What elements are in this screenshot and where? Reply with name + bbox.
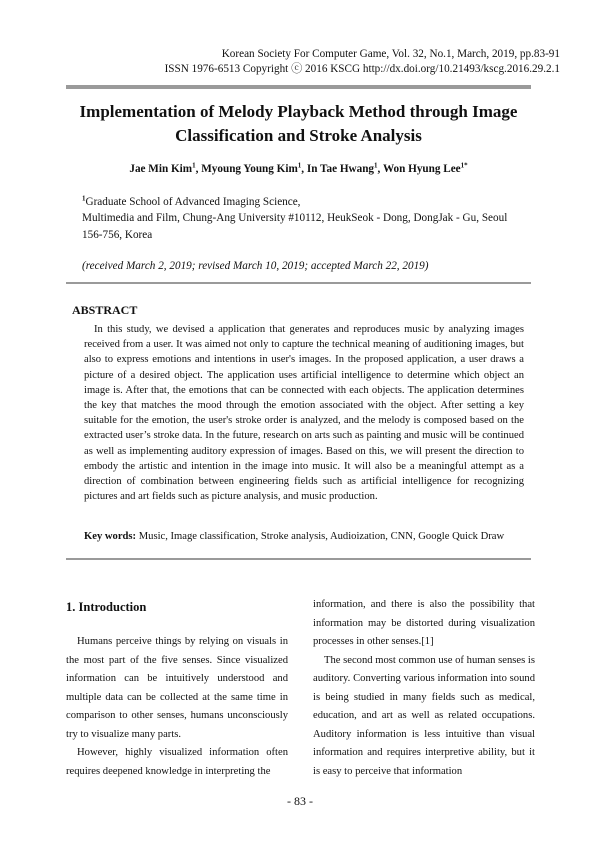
author-name: In Tae Hwang bbox=[306, 163, 375, 175]
author-affil-marker: 1 bbox=[374, 161, 378, 170]
author-affil-marker: 1 bbox=[297, 161, 302, 170]
paragraph: information, and there is also the possibility that information may be distorted during visualization processes in other senses.[1] bbox=[313, 599, 535, 647]
header-divider bbox=[66, 85, 531, 89]
author-name: Won Hyung Lee bbox=[382, 163, 461, 175]
journal-header-line1: Korean Society For Computer Game, Vol. 32, No.1, March, 2019, pp.83-91 bbox=[221, 48, 560, 60]
affiliation-line3: 156-756, Korea bbox=[82, 229, 153, 241]
author-separator: , bbox=[195, 163, 202, 175]
affiliation-marker: 1 bbox=[82, 194, 86, 203]
author-affil-marker: 1 bbox=[192, 161, 196, 170]
author-separator: , bbox=[377, 163, 383, 175]
paper-title-line1: Implementation of Melody Playback Method through Image bbox=[79, 102, 518, 121]
author-list bbox=[66, 163, 531, 175]
received-dates: (received March 2, 2019; revised March 10, 2019; accepted March 22, 2019) bbox=[82, 260, 429, 272]
keywords bbox=[84, 531, 524, 542]
abstract-heading: ABSTRACT bbox=[72, 303, 138, 317]
keywords-label: Key words: bbox=[84, 531, 137, 542]
paragraph: The second most common use of human senses is auditory. Converting various information into sound is being studied in many fields such as medical, education, and art as well as related occupations. Auditory information is less intuitive than visual information and requires interpretive ability, but it is easy to perceive that information bbox=[313, 654, 535, 777]
affiliation-line2: Multimedia and Film, Chung-Ang University #10112, HeukSeok - Dong, DongJak - Gu, Seoul bbox=[82, 212, 508, 224]
paper-title-line2: Classification and Stroke Analysis bbox=[175, 126, 422, 145]
abstract-bottom-divider bbox=[66, 558, 531, 560]
author-name: Myoung Young Kim bbox=[201, 163, 298, 175]
journal-header-line2: ISSN 1976-6513 Copyright ⓒ 2016 KSCG http://dx.doi.org/10.21493/kscg.2016.29.2.1 bbox=[164, 63, 560, 75]
abstract-body: In this study, we devised a application that generates and reproduces music by analyzing images received from a user. It was aimed not only to capture the technical meaning of auditioning images, but also to express emotions and intentions in user's images. In the proposed application, a user draws a picture of a desired object. The application uses artificial intelligence to determine which object an image is. After that, the emotions that can be connected with each objects. The application determines the key that matches the mood through the emotion associated with the object. After setting a key suitable for the emotion, the user's stroke order is analyzed, and the melody is composed based on the extracted user’s stroke data. In the future, research on arts such as painting and music will be continued as well as implementing auditory expression of images. Based on this, we will present the direction to embody the artistic and intention in the image into music. It will also be a meaningful attempt as a direction of combination between engineering fields such as artificial intelligence for recognizing pictures and art fields such as picture analysis, and music production. bbox=[84, 324, 524, 503]
right-column bbox=[313, 596, 535, 781]
section-title-introduction: 1. Introduction bbox=[66, 600, 147, 614]
author-separator: , bbox=[301, 163, 307, 175]
left-column bbox=[66, 633, 288, 781]
keywords-value: Music, Image classification, Stroke analysis, Audioization, CNN, Google Quick Draw bbox=[136, 531, 505, 542]
author-name: Jae Min Kim bbox=[129, 163, 193, 175]
affiliation-text: Graduate School of Advanced Imaging Science, bbox=[85, 196, 301, 208]
paragraph: However, highly visualized information often requires deepened knowledge in interpreting the bbox=[66, 747, 288, 777]
affiliation-line1 bbox=[82, 194, 300, 210]
abstract-top-divider bbox=[66, 282, 531, 284]
author-affil-marker: 1* bbox=[460, 161, 468, 170]
paragraph: Humans perceive things by relying on visuals in the most part of the five senses. Since visualized information can be intuitively understood and multiple data can be collected at the same time in comparison to other senses, humans unconsciously try to visualize many parts. bbox=[66, 636, 288, 740]
page-number: - 83 - bbox=[287, 794, 313, 808]
